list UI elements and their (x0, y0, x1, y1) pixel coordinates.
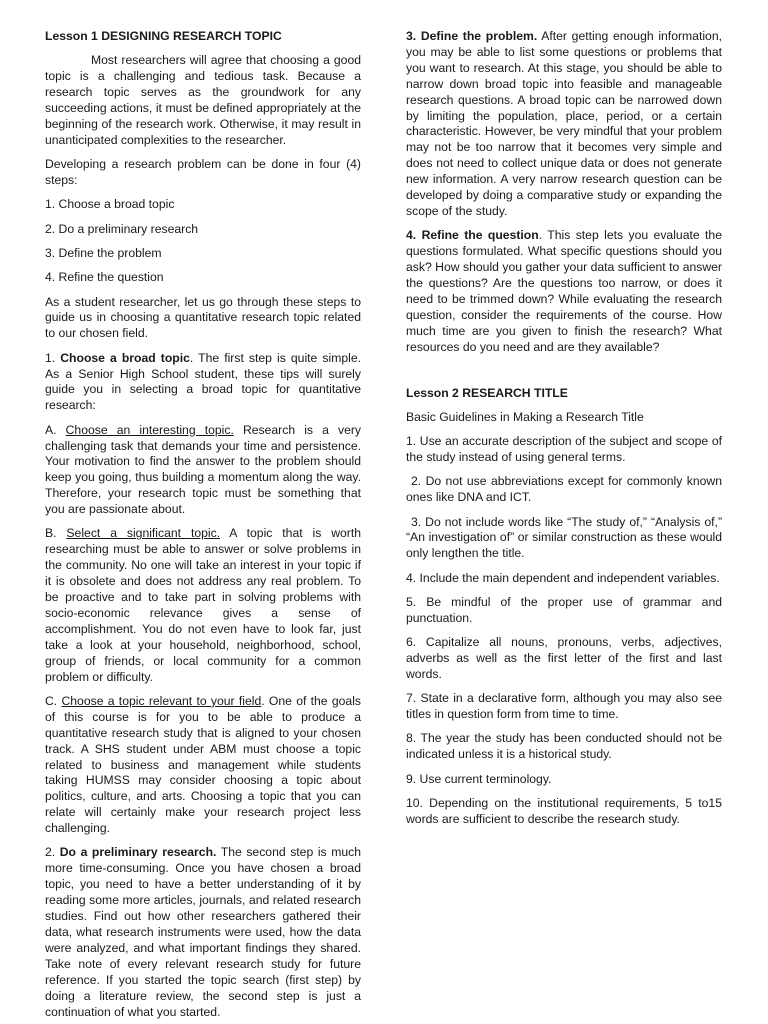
step1-body: . The first step is quite simple. As a Senior High School student, these tips will surely guide you in selecting a broad topic for quantitative research: (45, 350, 361, 413)
guideline-item: 3. Do not include words like “The study of,” “Analysis of,” “An investigation of” or similar construction as these would only lengthen the title. (406, 514, 722, 561)
guideline-item: 5. Be mindful of the proper use of grammar and punctuation. (406, 594, 722, 625)
tip-b-prefix: B. (45, 526, 67, 541)
step3-body: After getting enough information, you may be able to list some questions or problems that you want to research. At this stage, you should be able to narrow down broad topic into feasible and manageable research questions. A broad topic can be narrowed down by limiting the population, place, period, or a certain characteristic. However, be very mindful that your problem may not be too narrow that it becomes very simple and does not need to collect unique data or does not generate new information. A very narrow research question can be developed by doing a comparative study or expanding the scope of the study. (406, 29, 722, 218)
tip-a-body: Research is a very challenging task that demands your time and persistence. Your motivation to find the answer to the problem should keep you going, thus building a momentum along the way. Therefore, your research topic must be something that you are passionate about. (45, 422, 361, 517)
tip-a-paragraph (45, 423, 361, 518)
step4-title: 4. Refine the question (406, 228, 539, 243)
guideline-item: 2. Do not use abbreviations except for commonly known ones like DNA and ICT. (406, 474, 722, 505)
left-column (45, 29, 361, 1020)
step2-paragraph (45, 845, 361, 1020)
step2-body: The second step is much more time-consuming. Once you have chosen a broad topic, you need to have a better understanding of it by reading some more articles, journals, and related research studies. Find out how other researchers gathered their data, what research instruments were used, how the data were analyzed, and what important findings they shared. Take note of every relevant research study for future reference. If you started the topic search (first step) by doing a literature review, the second step is just a continuation of what you started. (45, 845, 361, 1019)
step4-body: . This step lets you evaluate the questions formulated. What specific questions should you ask? How should you gather your data sufficient to answer the questions? Are the questions too narrow, or does it need to be trimmed down? While evaluating the research question, consider the requirements of the course. How much time are you given to finish the research? What resources do you need and are they available? (406, 228, 722, 354)
guideline-item: 9. Use current terminology. (406, 771, 552, 786)
step1-number: 1. (45, 350, 61, 365)
tip-b-body: A topic that is worth researching must be able to answer or solve problems in the community. No one will take an interest in your topic if it is obsolete and does not address any real problem. To be proactive and to take part in solving problems with socio-economic relevance gives a sense of accomplishment. You do not even have to look far, just take a look at your household, neighborhood, school, group of friends, or local community for a common problem or difficulty. (45, 526, 362, 684)
guideline-item: 4. Include the main dependent and independent variables. (406, 570, 720, 585)
tip-a-title: Choose an interesting topic. (65, 422, 234, 437)
step2-title: Do a preliminary research. (59, 845, 217, 860)
guideline-item: 10. Depending on the institutional requirements, 5 to15 words are sufficient to describe the research study. (406, 795, 722, 826)
lesson1-title: Lesson 1 DESIGNING RESEARCH TOPIC (45, 29, 282, 43)
tip-c-body: . One of the goals of this course is for you to be able to produce a quantitative research study that is aligned to your chosen track. A SHS student under ABM must choose a topic related to business and management while students taking HUMSS may consider choosing a topic about politics, culture, and arts. Choosing a topic that you can relate will certainly make your research project less challenging. (45, 693, 361, 836)
tip-c-prefix: C. (45, 693, 62, 708)
step4-paragraph (406, 228, 722, 355)
guideline-item: 8. The year the study has been conducted should not be indicated unless it is a historical study. (406, 731, 722, 762)
step3-paragraph (406, 29, 722, 220)
steps-intro: Developing a research problem can be done in four (4) steps: (45, 157, 361, 188)
step1-paragraph (45, 351, 361, 415)
step1-title: Choose a broad topic (60, 350, 190, 365)
lesson2-subtitle: Basic Guidelines in Making a Research Title (406, 409, 644, 424)
tip-c-title: Choose a topic relevant to your field (61, 693, 262, 708)
guide-paragraph: As a student researcher, let us go through these steps to guide us in choosing a quantitative research topic related to our chosen field. (45, 294, 361, 341)
step-list-item: 3. Define the problem (45, 245, 162, 260)
guideline-item: 1. Use an accurate description of the subject and scope of the study instead of using general terms. (406, 434, 722, 465)
tip-c-paragraph (45, 694, 361, 837)
step3-title: 3. Define the problem. (406, 29, 538, 43)
lesson1-intro: Most researchers will agree that choosing a good topic is a challenging and tedious task. Because a research topic serves as the groundwork for any succeeding actions, it must be defined appropriately at the beginning of the research work. Otherwise, it may result in unanticipated complexities to the researcher. (45, 53, 361, 147)
right-column-spacer (406, 0, 722, 29)
tip-b-title: Select a significant topic. (66, 526, 221, 541)
step-list-item: 4. Refine the question (45, 270, 164, 285)
guideline-item: 7. State in a declarative form, although you may also see titles in question form from time to time. (406, 691, 722, 722)
guideline-item: 6. Capitalize all nouns, pronouns, verbs, adjectives, adverbs as well as the first letter of the first and last words. (406, 635, 722, 681)
tip-a-prefix: A. (45, 422, 66, 437)
lesson2-title: Lesson 2 RESEARCH TITLE (406, 385, 568, 400)
step-list-item: 1. Choose a broad topic (45, 197, 175, 212)
right-column (406, 0, 722, 836)
step2-number: 2. (45, 845, 60, 860)
step-list-item: 2. Do a preliminary research (45, 221, 199, 236)
tip-b-paragraph (45, 526, 361, 685)
